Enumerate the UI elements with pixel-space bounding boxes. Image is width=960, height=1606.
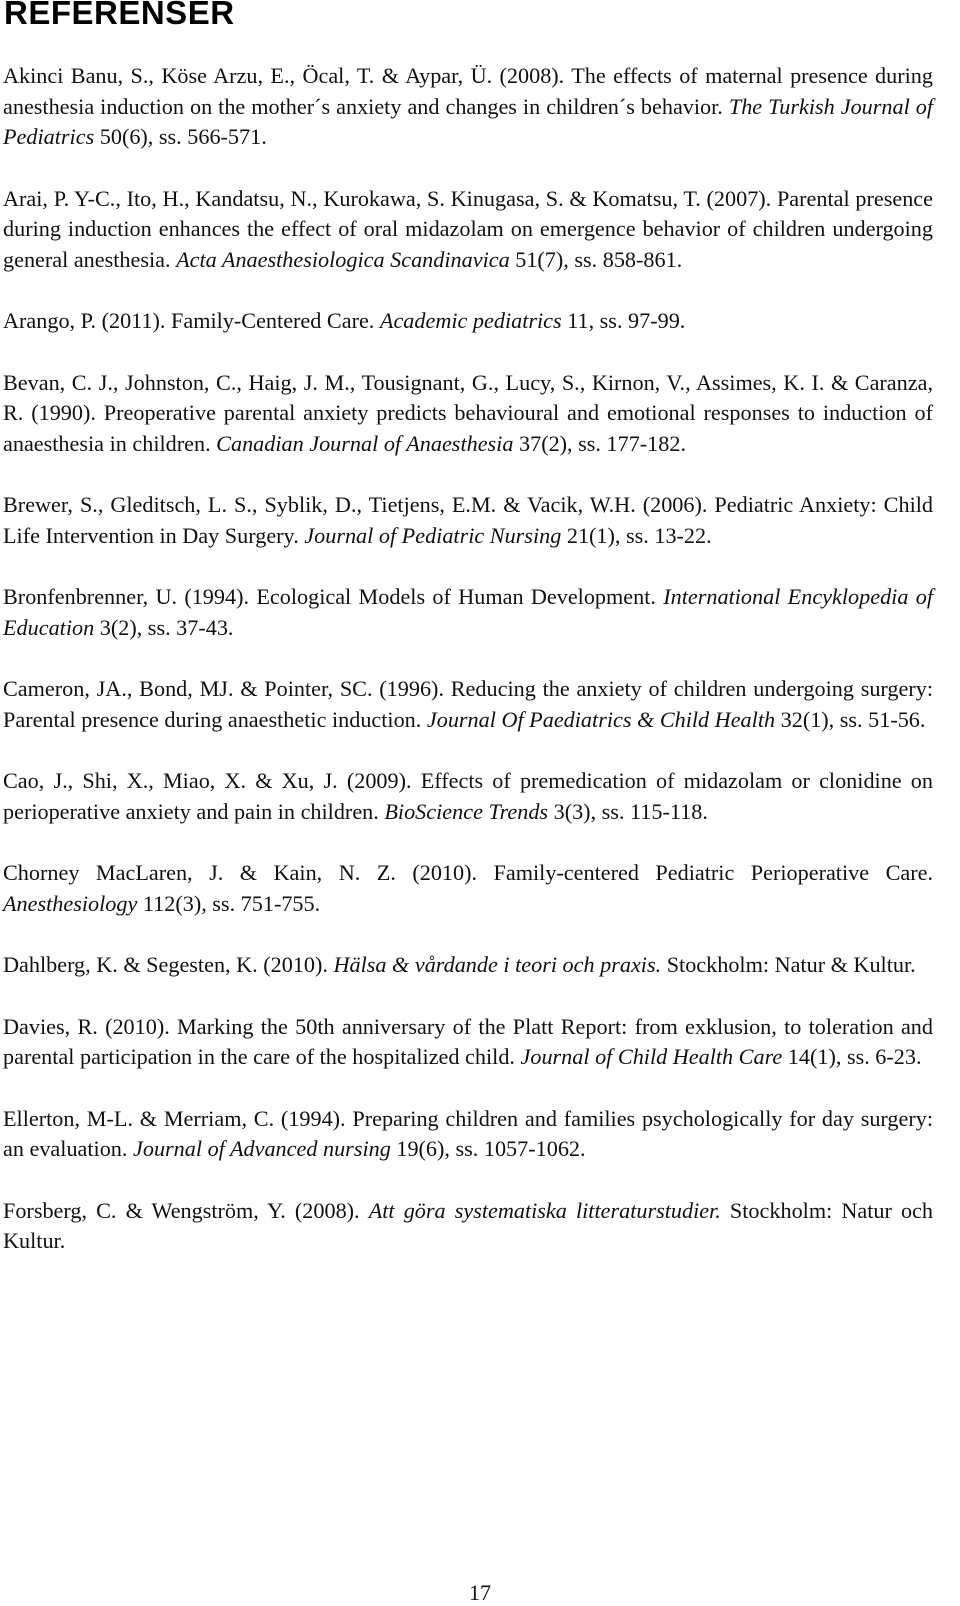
reference-text: Ellerton, M-L. & Merriam, C. (1994). Preparing children and families psychologically for day surgery: an evaluation. xyxy=(3,1105,933,1161)
page-number: 17 xyxy=(469,1580,491,1605)
reference-source: The Turkish Journal of Pediatrics xyxy=(3,93,933,149)
reference-details: 19(6), ss. 1057-1062. xyxy=(390,1136,586,1161)
reference-text: Cameron, JA., Bond, MJ. & Pointer, SC. (1996). Reducing the anxiety of children undergoing surgery: Parental presence during anaesthetic induction. xyxy=(3,676,933,732)
reference-details: 112(3), ss. 751-755. xyxy=(137,890,321,916)
reference-text: Dahlberg, K. & Segesten, K. (2010). xyxy=(3,952,334,977)
reference-text: Chorney MacLaren, J. & Kain, N. Z. (2010). Family-centered Pediatric Perioperative Care. xyxy=(3,860,933,885)
reference-text: Arai, P. Y-C., Ito, H., Kandatsu, N., Kurokawa, S. Kinugasa, S. & Komatsu, T. (2007). Parental presence during induction enhances the effect of oral midazolam on emergence behavior of children undergoing general anesthesia. xyxy=(3,185,933,272)
reference-item xyxy=(3,1104,933,1165)
reference-text: Davies, R. (2010). Marking the 50th anniversary of the Platt Report: from exklusion, to toleration and parental participation in the care of the hospitalized child. xyxy=(3,1013,933,1069)
reference-item xyxy=(3,674,933,735)
reference-text: Bevan, C. J., Johnston, C., Haig, J. M., Tousignant, G., Lucy, S., Kirnon, V., Assimes, K. I. & Caranza, R. (1990). Preoperative parental anxiety predicts behavioural and emotional responses to induction of anaesthesia in children. xyxy=(3,369,933,456)
reference-text: Cao, J., Shi, X., Miao, X. & Xu, J. (2009). Effects of premedication of midazolam or clonidine on perioperative anxiety and pain in children. xyxy=(3,768,933,824)
reference-source: International Encyklopedia of Education xyxy=(3,584,933,640)
reference-source: Hälsa & vårdande i teori och praxis. xyxy=(333,952,662,977)
reference-details: Stockholm: Natur & Kultur. xyxy=(661,952,916,977)
reference-item xyxy=(3,582,933,643)
reference-text: Akinci Banu, S., Köse Arzu, E., Öcal, T. & Aypar, Ü. (2008). The effects of maternal presence during anesthesia induction on the mother´s anxiety and changes in children´s behavior. xyxy=(3,63,933,119)
reference-source: Acta Anaesthesiologica Scandinavica xyxy=(176,246,510,272)
reference-source: Academic pediatrics xyxy=(379,308,562,333)
reference-details: 14(1), ss. 6-23. xyxy=(782,1044,922,1069)
reference-details: 32(1), ss. 51-56. xyxy=(775,706,926,732)
page-title: REFERENSER xyxy=(4,0,235,31)
reference-source: Att göra systematiska litteraturstudier. xyxy=(368,1197,721,1223)
reference-source: Journal of Advanced nursing xyxy=(133,1136,391,1161)
reference-source: Journal of Child Health Care xyxy=(520,1044,783,1069)
reference-text: Bronfenbrenner, U. (1994). Ecological Models of Human Development. xyxy=(3,584,664,609)
reference-text: Arango, P. (2011). Family-Centered Care. xyxy=(3,308,380,333)
reference-source: Journal of Pediatric Nursing xyxy=(304,522,562,548)
reference-item xyxy=(3,1196,933,1257)
reference-item xyxy=(3,61,933,153)
reference-item xyxy=(3,1012,933,1073)
reference-list xyxy=(3,61,933,1288)
reference-item xyxy=(3,858,933,919)
reference-source: Anesthesiology xyxy=(3,890,138,916)
reference-item xyxy=(3,766,933,827)
reference-details: Stockholm: Natur och Kultur. xyxy=(3,1197,933,1253)
reference-details: 11, ss. 97-99. xyxy=(561,308,686,333)
reference-item xyxy=(3,950,933,981)
reference-text: Forsberg, C. & Wengström, Y. (2008). xyxy=(3,1197,369,1223)
reference-details: 21(1), ss. 13-22. xyxy=(561,522,712,548)
reference-text: Brewer, S., Gleditsch, L. S., Syblik, D., Tietjens, E.M. & Vacik, W.H. (2006). Pediatric Anxiety: Child Life Intervention in Day Surgery. xyxy=(3,492,933,548)
reference-source: Canadian Journal of Anaesthesia xyxy=(216,430,514,456)
reference-item xyxy=(3,184,933,276)
reference-item xyxy=(3,490,933,551)
reference-details: 3(3), ss. 115-118. xyxy=(548,798,708,824)
reference-source: Journal Of Paediatrics & Child Health xyxy=(426,706,776,732)
reference-details: 50(6), ss. 566-571. xyxy=(94,124,267,149)
reference-source: BioScience Trends xyxy=(384,798,549,824)
reference-item xyxy=(3,368,933,460)
reference-item xyxy=(3,306,933,337)
reference-details: 37(2), ss. 177-182. xyxy=(513,430,687,456)
reference-details: 51(7), ss. 858-861. xyxy=(509,246,683,272)
reference-details: 3(2), ss. 37-43. xyxy=(94,614,234,640)
